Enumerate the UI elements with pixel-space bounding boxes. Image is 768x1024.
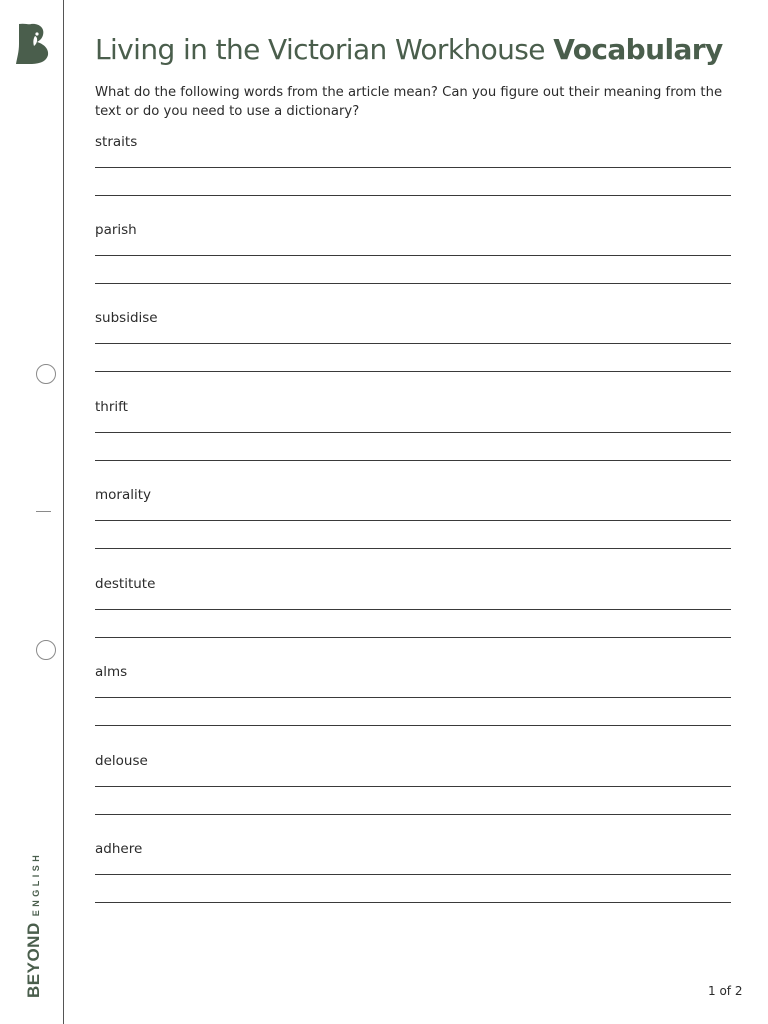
title-main: Living in the Victorian Workhouse	[95, 33, 545, 66]
vocab-word: thrift	[95, 399, 128, 415]
vocab-item	[95, 841, 731, 921]
vocab-word: alms	[95, 664, 128, 680]
title-bold: Vocabulary	[553, 33, 723, 66]
punch-hole-bottom	[36, 640, 56, 660]
answer-line[interactable]	[95, 371, 731, 372]
answer-line[interactable]	[95, 786, 731, 787]
vocab-item	[95, 222, 731, 302]
vocab-word: delouse	[95, 753, 148, 769]
answer-line[interactable]	[95, 725, 731, 726]
instructions: What do the following words from the article mean? Can you figure out their meaning from the text or do you need to use a dictionary?	[95, 85, 723, 119]
margin-rule	[63, 0, 64, 1024]
vocab-item	[95, 134, 731, 214]
vocab-item	[95, 753, 731, 833]
answer-line[interactable]	[95, 637, 731, 638]
vocab-word: morality	[95, 487, 152, 503]
vocab-item	[95, 310, 731, 390]
answer-line[interactable]	[95, 874, 731, 875]
brand-beyond: BEYOND	[24, 922, 43, 998]
beyond-english-logo-icon	[15, 22, 51, 64]
answer-line[interactable]	[95, 167, 731, 168]
vocab-word: straits	[95, 134, 138, 150]
answer-line[interactable]	[95, 283, 731, 284]
answer-line[interactable]	[95, 195, 731, 196]
vocab-item	[95, 399, 731, 479]
page-title	[95, 33, 723, 66]
vocab-word: destitute	[95, 576, 156, 592]
answer-line[interactable]	[95, 460, 731, 461]
vocab-word: subsidise	[95, 310, 158, 326]
answer-line[interactable]	[95, 520, 731, 521]
answer-line[interactable]	[95, 697, 731, 698]
vocab-word: adhere	[95, 841, 143, 857]
punch-hole-top	[36, 364, 56, 384]
answer-line[interactable]	[95, 255, 731, 256]
answer-line[interactable]	[95, 548, 731, 549]
answer-line[interactable]	[95, 609, 731, 610]
answer-line[interactable]	[95, 814, 731, 815]
vocab-item	[95, 487, 731, 567]
answer-line[interactable]	[95, 343, 731, 344]
answer-line[interactable]	[95, 902, 731, 903]
vocab-word: parish	[95, 222, 137, 238]
vocab-item	[95, 664, 731, 744]
fold-mark	[36, 511, 51, 512]
brand-vertical	[24, 852, 44, 998]
vocab-item	[95, 576, 731, 656]
brand-english: ENGLISH	[31, 851, 41, 917]
page-number: 1 of 2	[708, 984, 743, 998]
answer-line[interactable]	[95, 432, 731, 433]
